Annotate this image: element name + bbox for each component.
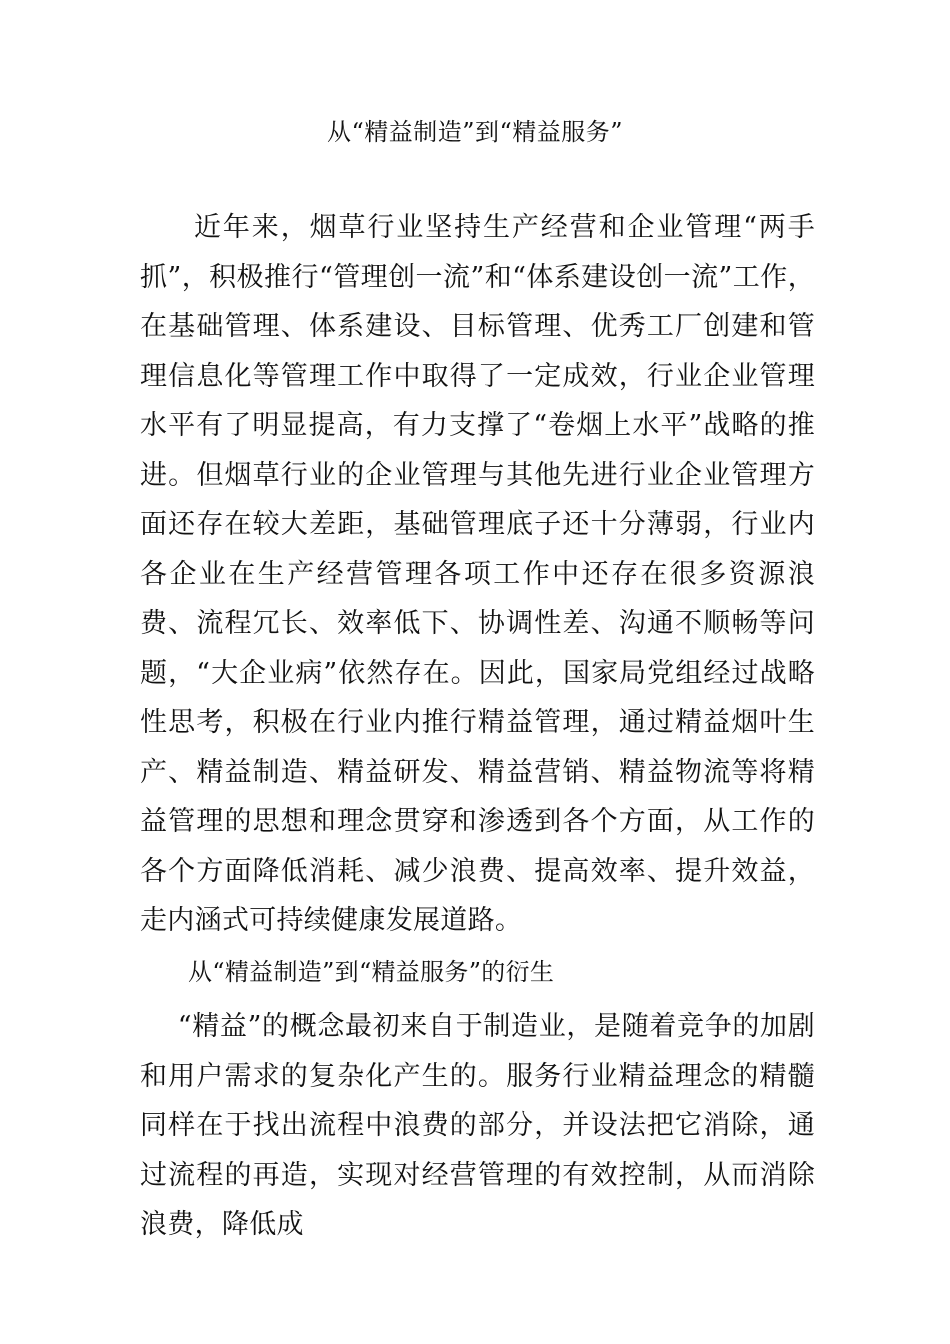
section-heading-block <box>140 952 815 992</box>
paragraph-lean-origin: “精益”的概念最初来自于制造业，是随着竞争的加剧和用户需求的复杂化产生的。服务行业精益理念的精髓同样在于找出流程中浪费的部分，并设法把它消除，通过流程的再造，实现对经营管理的有效控制，从而消除浪费，降低成 <box>140 1011 815 1240</box>
second-section <box>140 1002 815 1250</box>
document-title: 从“精益制造”到“精益服务” <box>326 118 624 146</box>
section-heading: 从“精益制造”到“精益服务”的衍生 <box>188 958 555 986</box>
intro-section <box>140 203 815 946</box>
paragraph-intro: 近年来，烟草行业坚持生产经营和企业管理“两手抓”，积极推行“管理创一流”和“体系建设创一流”工作，在基础管理、体系建设、目标管理、优秀工厂创建和管理信息化等管理工作中取得了一定成效，行业企业管理水平有了明显提高，有力支撑了“卷烟上水平”战略的推进。但烟草行业的企业管理与其他先进行业企业管理方面还存在较大差距，基础管理底子还十分薄弱，行业内各企业在生产经营管理各项工作中还存在很多资源浪费、流程冗长、效率低下、协调性差、沟通不顺畅等问题，“大企业病”依然存在。因此，国家局党组经过战略性思考，积极在行业内推行精益管理，通过精益烟叶生产、精益制造、精益研发、精益营销、精益物流等将精益管理的思想和理念贯穿和渗透到各个方面，从工作的各个方面降低消耗、减少浪费、提高效率、提升效益，走内涵式可持续健康发展道路。 <box>140 212 815 936</box>
